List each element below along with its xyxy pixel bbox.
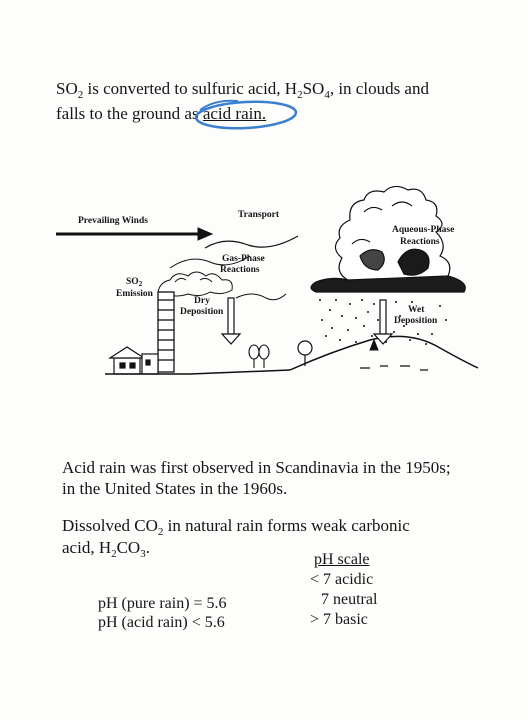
- ph-pure-rain: pH (pure rain) = 5.6: [98, 595, 227, 612]
- label-aqueous-2: Reactions: [400, 237, 440, 247]
- label-dry-1: Dry: [194, 296, 210, 306]
- house-1: [110, 347, 144, 374]
- label-dry-2: Deposition: [180, 307, 224, 317]
- ph-scale-neutral: 7 neutral: [321, 591, 378, 608]
- text: SO: [302, 79, 325, 98]
- subscript: 3: [140, 548, 146, 560]
- ph-acid-rain: pH (acid rain) < 5.6: [98, 614, 225, 631]
- text: , in clouds and: [329, 79, 429, 98]
- text: .: [145, 538, 150, 557]
- label-wet-1: Wet: [408, 305, 425, 315]
- subscript: 2: [157, 526, 164, 538]
- smokestack: [158, 292, 174, 372]
- storm-cloud: [311, 186, 465, 292]
- label-gas-phase-2: Reactions: [220, 265, 260, 275]
- co2-line-1: [62, 516, 410, 536]
- label-gas-phase-1: Gas-Phase: [222, 254, 265, 264]
- text: SO: [126, 277, 139, 287]
- text: falls to the ground as: [56, 104, 203, 123]
- subscript: 2: [111, 548, 117, 560]
- text: CO: [116, 538, 141, 557]
- label-wet-2: Deposition: [394, 316, 438, 326]
- transport-flow: [205, 236, 298, 248]
- label-aqueous-1: Aqueous-Phase: [392, 225, 455, 235]
- text: is converted to sulfuric acid, H: [83, 79, 298, 98]
- subscript: 2: [77, 89, 84, 101]
- text: SO: [56, 79, 78, 98]
- text: Dissolved CO: [62, 516, 158, 535]
- text: in natural rain forms weak carbonic: [163, 516, 410, 535]
- ph-scale-basic: > 7 basic: [310, 611, 368, 628]
- tree-small: [370, 340, 378, 350]
- ph-scale-title: pH scale: [314, 551, 370, 568]
- co2-line-2: [62, 538, 150, 558]
- acid-rain-highlight: acid rain.: [202, 104, 267, 123]
- tree-hill: [298, 341, 312, 366]
- history-line-2: in the United States in the 1960s.: [62, 479, 288, 498]
- wet-deposition-arrow: [374, 300, 392, 344]
- ground-dashes: [360, 366, 428, 370]
- label-prevailing-winds: Prevailing Winds: [78, 216, 148, 226]
- subscript: 2: [138, 280, 143, 288]
- trees-dry: [249, 345, 269, 368]
- label-emission: Emission: [116, 289, 153, 299]
- dry-deposition-arrow: [222, 298, 240, 344]
- prevailing-winds-arrow: [56, 228, 212, 240]
- air-flow-line: [236, 294, 286, 300]
- ph-scale-acidic: < 7 acidic: [310, 571, 374, 588]
- subscript: 2: [297, 89, 303, 101]
- label-transport: Transport: [238, 210, 279, 220]
- house-2: [142, 354, 158, 374]
- subscript: 4: [324, 89, 330, 101]
- history-line-1: Acid rain was first observed in Scandinavia in the 1950s;: [62, 458, 451, 477]
- text: acid, H: [62, 538, 112, 557]
